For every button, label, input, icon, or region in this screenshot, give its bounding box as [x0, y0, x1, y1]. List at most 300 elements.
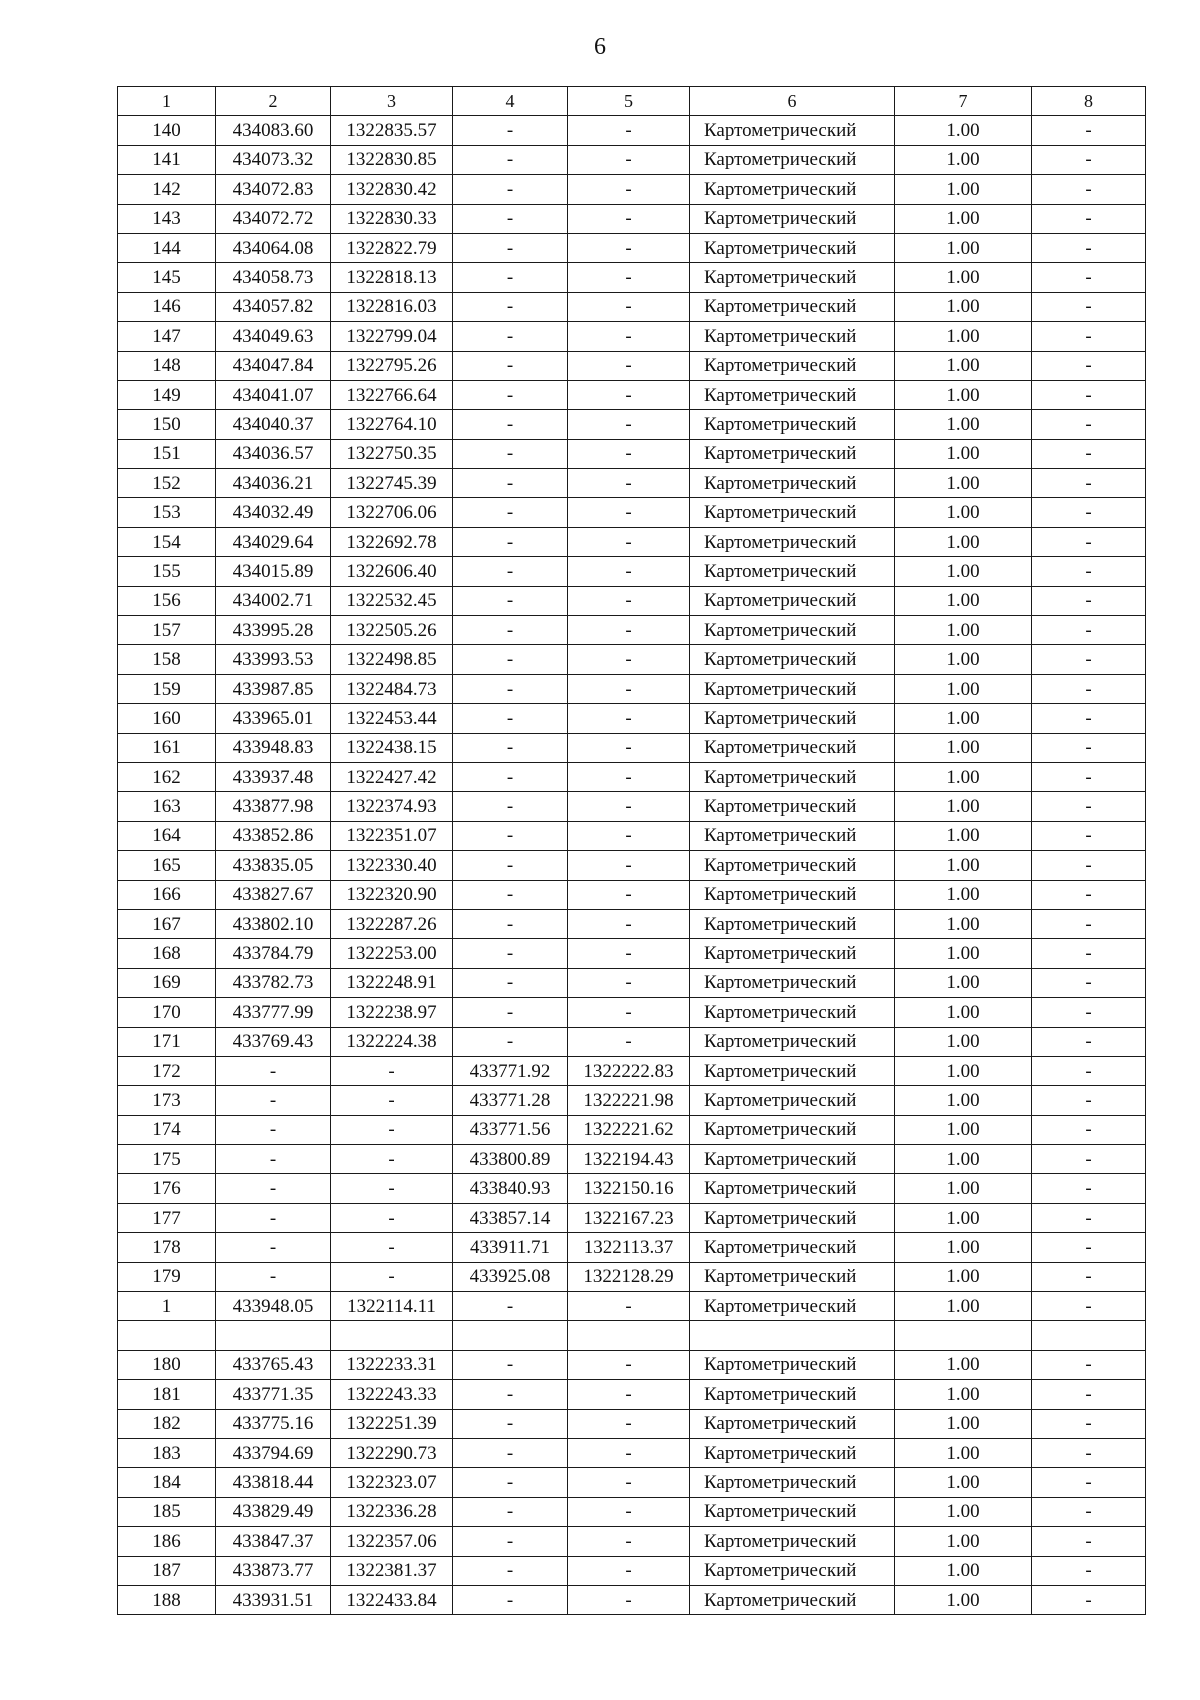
table-cell-col6: Картометрический	[690, 380, 895, 409]
table-cell-col5: -	[568, 116, 690, 145]
table-row	[118, 145, 1146, 174]
table-cell-col4: 433840.93	[453, 1174, 568, 1203]
table-cell-col2: 433835.05	[216, 851, 331, 880]
table-cell-col8: -	[1032, 1527, 1146, 1556]
table-cell-col2: 434072.72	[216, 204, 331, 233]
table-cell-col2: 433771.35	[216, 1380, 331, 1409]
table-cell-col2: 433852.86	[216, 821, 331, 850]
table-row	[118, 263, 1146, 292]
table-cell-col6: Картометрический	[690, 1585, 895, 1614]
table-cell-col2: 434036.57	[216, 439, 331, 468]
table-cell-col8: -	[1032, 292, 1146, 321]
table-row	[118, 292, 1146, 321]
table-cell-col6: Картометрический	[690, 1380, 895, 1409]
table-cell-col8: -	[1032, 439, 1146, 468]
table-row	[118, 380, 1146, 409]
table-cell-col8: -	[1032, 968, 1146, 997]
table-cell-col8: -	[1032, 1409, 1146, 1438]
table-cell-col1: 166	[118, 880, 216, 909]
column-header-8: 8	[1032, 87, 1146, 116]
coordinates-table	[117, 86, 1146, 1615]
table-cell-col3: 1322766.64	[331, 380, 453, 409]
table-cell-col8: -	[1032, 1497, 1146, 1526]
table-cell-col5: -	[568, 469, 690, 498]
table-cell-col3	[331, 1321, 453, 1350]
table-cell-col2: 433937.48	[216, 762, 331, 791]
table-cell-col8: -	[1032, 263, 1146, 292]
column-header-3: 3	[331, 87, 453, 116]
table-cell-col7: 1.00	[895, 322, 1032, 351]
table-cell-col3: 1322692.78	[331, 527, 453, 556]
table-cell-col1: 148	[118, 351, 216, 380]
table-cell-col5: -	[568, 762, 690, 791]
table-cell-col6: Картометрический	[690, 557, 895, 586]
table-cell-col1: 158	[118, 645, 216, 674]
table-cell-col1: 150	[118, 410, 216, 439]
table-cell-col1: 178	[118, 1233, 216, 1262]
table-row	[118, 1380, 1146, 1409]
table-cell-col6: Картометрический	[690, 1262, 895, 1291]
table-cell-col6: Картометрический	[690, 586, 895, 615]
table-row	[118, 968, 1146, 997]
table-cell-col4: -	[453, 351, 568, 380]
table-row	[118, 733, 1146, 762]
table-cell-col1: 179	[118, 1262, 216, 1291]
table-row	[118, 1585, 1146, 1614]
table-cell-col8: -	[1032, 204, 1146, 233]
table-cell-col3: 1322830.33	[331, 204, 453, 233]
table-cell-col2: -	[216, 1174, 331, 1203]
table-cell-col5: 1322128.29	[568, 1262, 690, 1291]
table-cell-col2: 433993.53	[216, 645, 331, 674]
table-cell-col5: -	[568, 704, 690, 733]
table-cell-col1: 142	[118, 175, 216, 204]
table-cell-col6: Картометрический	[690, 939, 895, 968]
table-cell-col2: 433847.37	[216, 1527, 331, 1556]
table-row	[118, 1233, 1146, 1262]
table-cell-col6: Картометрический	[690, 292, 895, 321]
table-cell-col8: -	[1032, 1350, 1146, 1379]
table-cell-col2: 434036.21	[216, 469, 331, 498]
table-cell-col4: -	[453, 821, 568, 850]
table-cell-col8: -	[1032, 880, 1146, 909]
table-cell-col4: -	[453, 469, 568, 498]
table-cell-col2: 433802.10	[216, 909, 331, 938]
table-cell-col8: -	[1032, 1027, 1146, 1056]
table-cell-col3: 1322764.10	[331, 410, 453, 439]
table-cell-col4: -	[453, 586, 568, 615]
table-cell-col6: Картометрический	[690, 645, 895, 674]
table-cell-col3: 1322233.31	[331, 1350, 453, 1379]
table-cell-col4: -	[453, 1585, 568, 1614]
table-cell-col2: 433775.16	[216, 1409, 331, 1438]
table-cell-col3: 1322251.39	[331, 1409, 453, 1438]
table-cell-col5: -	[568, 1556, 690, 1585]
table-cell-col6: Картометрический	[690, 351, 895, 380]
table-cell-col8: -	[1032, 233, 1146, 262]
table-cell-col5: -	[568, 939, 690, 968]
table-row	[118, 821, 1146, 850]
table-cell-col7: 1.00	[895, 674, 1032, 703]
table-cell-col7: 1.00	[895, 1409, 1032, 1438]
table-cell-col4: -	[453, 292, 568, 321]
table-cell-col2: 434083.60	[216, 116, 331, 145]
table-cell-col8: -	[1032, 909, 1146, 938]
table-cell-col7: 1.00	[895, 1468, 1032, 1497]
table-cell-col5: -	[568, 909, 690, 938]
table-cell-col1: 163	[118, 792, 216, 821]
table-cell-col7: 1.00	[895, 821, 1032, 850]
table-cell-col7: 1.00	[895, 351, 1032, 380]
table-cell-col3: 1322795.26	[331, 351, 453, 380]
table-cell-col3: 1322320.90	[331, 880, 453, 909]
table-cell-col5: -	[568, 616, 690, 645]
table-cell-col7: 1.00	[895, 1056, 1032, 1085]
table-cell-col4: -	[453, 851, 568, 880]
table-cell-col6: Картометрический	[690, 1409, 895, 1438]
table-cell-col4: -	[453, 557, 568, 586]
table-cell-col5: 1322113.37	[568, 1233, 690, 1262]
table-cell-col7: 1.00	[895, 1115, 1032, 1144]
table-cell-col8: -	[1032, 998, 1146, 1027]
table-cell-col7: 1.00	[895, 1203, 1032, 1232]
table-row	[118, 1086, 1146, 1115]
table-cell-col7: 1.00	[895, 1350, 1032, 1379]
table-cell-col8: -	[1032, 674, 1146, 703]
table-row	[118, 909, 1146, 938]
table-cell-col3: 1322799.04	[331, 322, 453, 351]
table-cell-col6: Картометрический	[690, 204, 895, 233]
table-cell-col6: Картометрический	[690, 792, 895, 821]
table-cell-col7: 1.00	[895, 557, 1032, 586]
table-cell-col3: 1322351.07	[331, 821, 453, 850]
table-row	[118, 1174, 1146, 1203]
table-cell-col6: Картометрический	[690, 498, 895, 527]
column-header-2: 2	[216, 87, 331, 116]
table-cell-col2: 434040.37	[216, 410, 331, 439]
table-cell-col4: -	[453, 410, 568, 439]
table-cell-col1: 146	[118, 292, 216, 321]
table-cell-col4: -	[453, 1380, 568, 1409]
table-cell-col4: -	[453, 204, 568, 233]
table-cell-col2: -	[216, 1145, 331, 1174]
table-cell-col1: 141	[118, 145, 216, 174]
table-cell-col4: -	[453, 527, 568, 556]
table-cell-col8: -	[1032, 1585, 1146, 1614]
column-header-6: 6	[690, 87, 895, 116]
table-cell-col5: -	[568, 1027, 690, 1056]
table-cell-col6: Картометрический	[690, 733, 895, 762]
table-row	[118, 998, 1146, 1027]
table-cell-col6: Картометрический	[690, 1233, 895, 1262]
table-cell-col5: 1322222.83	[568, 1056, 690, 1085]
table-row	[118, 204, 1146, 233]
table-cell-col1: 182	[118, 1409, 216, 1438]
table-cell-col2: 433769.43	[216, 1027, 331, 1056]
table-cell-col6: Картометрический	[690, 1203, 895, 1232]
table-cell-col4: -	[453, 674, 568, 703]
table-cell-col4: -	[453, 439, 568, 468]
table-cell-col4: -	[453, 498, 568, 527]
table-cell-col4: 433911.71	[453, 1233, 568, 1262]
table-cell-col1: 145	[118, 263, 216, 292]
table-cell-col6: Картометрический	[690, 439, 895, 468]
table-cell-col2: -	[216, 1115, 331, 1144]
table-cell-col8: -	[1032, 1438, 1146, 1467]
table-cell-col5: -	[568, 1292, 690, 1321]
table-cell-col6: Картометрический	[690, 674, 895, 703]
table-cell-col1: 176	[118, 1174, 216, 1203]
table-row	[118, 1438, 1146, 1467]
table-cell-col3: 1322374.93	[331, 792, 453, 821]
table-cell-col8: -	[1032, 1468, 1146, 1497]
table-cell-col7: 1.00	[895, 586, 1032, 615]
table-cell-col3: 1322835.57	[331, 116, 453, 145]
table-cell-col2: 433829.49	[216, 1497, 331, 1526]
table-cell-col3: 1322505.26	[331, 616, 453, 645]
table-cell-col8: -	[1032, 1380, 1146, 1409]
table-row	[118, 1056, 1146, 1085]
table-cell-col5: -	[568, 586, 690, 615]
table-cell-col4: 433925.08	[453, 1262, 568, 1291]
table-cell-col3: 1322706.06	[331, 498, 453, 527]
table-row	[118, 439, 1146, 468]
table-cell-col6: Картометрический	[690, 704, 895, 733]
table-cell-col6: Картометрический	[690, 1350, 895, 1379]
table-cell-col8: -	[1032, 939, 1146, 968]
table-cell-col4: -	[453, 968, 568, 997]
table-cell-col6: Картометрический	[690, 527, 895, 556]
column-header-5: 5	[568, 87, 690, 116]
table-cell-col5: -	[568, 263, 690, 292]
table-cell-col1: 174	[118, 1115, 216, 1144]
table-cell-col5: -	[568, 645, 690, 674]
table-cell-col8: -	[1032, 1292, 1146, 1321]
table-cell-col5: -	[568, 998, 690, 1027]
table-cell-col7: 1.00	[895, 1174, 1032, 1203]
table-cell-col5: -	[568, 175, 690, 204]
table-cell-col5: -	[568, 880, 690, 909]
table-cell-col2: 433948.05	[216, 1292, 331, 1321]
table-cell-col3: 1322323.07	[331, 1468, 453, 1497]
table-cell-col3: -	[331, 1262, 453, 1291]
table-cell-col7: 1.00	[895, 439, 1032, 468]
table-cell-col2: -	[216, 1262, 331, 1291]
table-cell-col7: 1.00	[895, 1233, 1032, 1262]
table-cell-col3: 1322243.33	[331, 1380, 453, 1409]
table-cell-col4: 433857.14	[453, 1203, 568, 1232]
table-cell-col2: 433995.28	[216, 616, 331, 645]
table-cell-col2: 433827.67	[216, 880, 331, 909]
table-cell-col8: -	[1032, 175, 1146, 204]
table-cell-col2	[216, 1321, 331, 1350]
table-cell-col8: -	[1032, 469, 1146, 498]
table-cell-col6: Картометрический	[690, 1292, 895, 1321]
table-cell-col3: 1322745.39	[331, 469, 453, 498]
table-row	[118, 792, 1146, 821]
table-cell-col7: 1.00	[895, 1497, 1032, 1526]
table-row	[118, 704, 1146, 733]
table-cell-col2: 433965.01	[216, 704, 331, 733]
table-cell-col6: Картометрический	[690, 1468, 895, 1497]
table-cell-col8: -	[1032, 116, 1146, 145]
table-cell-col1: 169	[118, 968, 216, 997]
table-cell-col2: 434049.63	[216, 322, 331, 351]
table-cell-col8: -	[1032, 145, 1146, 174]
table-cell-col5: -	[568, 1350, 690, 1379]
table-cell-col1: 175	[118, 1145, 216, 1174]
table-header	[118, 87, 1146, 116]
table-cell-col7: 1.00	[895, 1027, 1032, 1056]
table-cell-col3: 1322248.91	[331, 968, 453, 997]
table-cell-col8: -	[1032, 527, 1146, 556]
table-cell-col4: -	[453, 1497, 568, 1526]
table-cell-col4: -	[453, 733, 568, 762]
table-cell-col2: 434072.83	[216, 175, 331, 204]
table-cell-col1: 165	[118, 851, 216, 880]
table-cell-col5: -	[568, 792, 690, 821]
table-cell-col8: -	[1032, 792, 1146, 821]
table-cell-col7: 1.00	[895, 292, 1032, 321]
table-cell-col2: 433931.51	[216, 1585, 331, 1614]
table-cell-col1: 173	[118, 1086, 216, 1115]
table-row	[118, 1350, 1146, 1379]
table-cell-col8: -	[1032, 1056, 1146, 1085]
table-row	[118, 557, 1146, 586]
table-cell-col7: 1.00	[895, 175, 1032, 204]
table-cell-col2: -	[216, 1233, 331, 1262]
table-cell-col8: -	[1032, 410, 1146, 439]
table-cell-col6: Картометрический	[690, 1145, 895, 1174]
table-cell-col7: 1.00	[895, 498, 1032, 527]
table-cell-col3: -	[331, 1056, 453, 1085]
table-cell-col7: 1.00	[895, 1438, 1032, 1467]
table-cell-col2: 433948.83	[216, 733, 331, 762]
table-cell-col7: 1.00	[895, 380, 1032, 409]
table-cell-col3: -	[331, 1145, 453, 1174]
table-cell-col1: 172	[118, 1056, 216, 1085]
table-cell-col3: 1322484.73	[331, 674, 453, 703]
table-cell-col1: 147	[118, 322, 216, 351]
table-cell-col3: -	[331, 1086, 453, 1115]
table-cell-col5: -	[568, 674, 690, 703]
table-cell-col4: 433771.28	[453, 1086, 568, 1115]
table-row	[118, 674, 1146, 703]
table-cell-col7: 1.00	[895, 1556, 1032, 1585]
table-cell-col1: 183	[118, 1438, 216, 1467]
table-cell-col7: 1.00	[895, 204, 1032, 233]
table-cell-col3: 1322357.06	[331, 1527, 453, 1556]
table-cell-col1: 144	[118, 233, 216, 262]
page-number: 6	[594, 34, 606, 60]
table-cell-col1: 171	[118, 1027, 216, 1056]
table-cell-col5: -	[568, 968, 690, 997]
table-cell-col6: Картометрический	[690, 851, 895, 880]
table-row	[118, 1262, 1146, 1291]
table-cell-col4: 433800.89	[453, 1145, 568, 1174]
table-cell-col6: Картометрический	[690, 1115, 895, 1144]
table-row	[118, 498, 1146, 527]
table-cell-col6: Картометрический	[690, 1556, 895, 1585]
table-cell-col4: -	[453, 116, 568, 145]
table-cell-col2: 434058.73	[216, 263, 331, 292]
table-cell-col7: 1.00	[895, 1262, 1032, 1291]
table-cell-col1: 170	[118, 998, 216, 1027]
table-cell-col4: -	[453, 645, 568, 674]
table-cell-col2: 433777.99	[216, 998, 331, 1027]
table-cell-col4: -	[453, 1438, 568, 1467]
table-cell-col5: 1322150.16	[568, 1174, 690, 1203]
table-cell-col7: 1.00	[895, 762, 1032, 791]
table-cell-col5	[568, 1321, 690, 1350]
table-cell-col1: 185	[118, 1497, 216, 1526]
table-cell-col3: 1322224.38	[331, 1027, 453, 1056]
table-cell-col5: -	[568, 380, 690, 409]
table-cell-col8: -	[1032, 1233, 1146, 1262]
table-cell-col4: -	[453, 1350, 568, 1379]
table-cell-col5: -	[568, 1380, 690, 1409]
table-cell-col6: Картометрический	[690, 1027, 895, 1056]
table-cell-col6: Картометрический	[690, 1527, 895, 1556]
table-cell-col3: 1322498.85	[331, 645, 453, 674]
table-row	[118, 410, 1146, 439]
table-cell-col8: -	[1032, 1203, 1146, 1232]
table-cell-col8: -	[1032, 733, 1146, 762]
table-cell-col4: -	[453, 616, 568, 645]
table-row	[118, 939, 1146, 968]
table-cell-col2: 434047.84	[216, 351, 331, 380]
table-row	[118, 1556, 1146, 1585]
table-cell-col4: -	[453, 1409, 568, 1438]
table-cell-col4	[453, 1321, 568, 1350]
table-cell-col3: 1322606.40	[331, 557, 453, 586]
table-cell-col2: 434002.71	[216, 586, 331, 615]
table-row	[118, 527, 1146, 556]
table-cell-col7: 1.00	[895, 145, 1032, 174]
table-cell-col6: Картометрический	[690, 616, 895, 645]
table-cell-col8: -	[1032, 498, 1146, 527]
table-row	[118, 1145, 1146, 1174]
table-cell-col1: 160	[118, 704, 216, 733]
table-cell-col2: 434029.64	[216, 527, 331, 556]
table-cell-col7: 1.00	[895, 998, 1032, 1027]
table-cell-col1: 184	[118, 1468, 216, 1497]
table-row	[118, 880, 1146, 909]
table-cell-col1: 154	[118, 527, 216, 556]
table-cell-col2: 434073.32	[216, 145, 331, 174]
table-cell-col6	[690, 1321, 895, 1350]
table-cell-col3: 1322438.15	[331, 733, 453, 762]
table-cell-col7: 1.00	[895, 792, 1032, 821]
table-cell-col3: 1322238.97	[331, 998, 453, 1027]
table-cell-col6: Картометрический	[690, 116, 895, 145]
table-row	[118, 351, 1146, 380]
table-cell-col7: 1.00	[895, 1380, 1032, 1409]
table-cell-col4: -	[453, 998, 568, 1027]
table-cell-col1: 168	[118, 939, 216, 968]
table-cell-col1: 1	[118, 1292, 216, 1321]
column-header-4: 4	[453, 87, 568, 116]
table-cell-col2: 433794.69	[216, 1438, 331, 1467]
table-cell-col7: 1.00	[895, 939, 1032, 968]
table-cell-col3: 1322830.85	[331, 145, 453, 174]
table-cell-col2: 434041.07	[216, 380, 331, 409]
table-row	[118, 116, 1146, 145]
table-cell-col2: 433765.43	[216, 1350, 331, 1379]
table-cell-col8: -	[1032, 704, 1146, 733]
table-cell-col2: -	[216, 1086, 331, 1115]
table-cell-col2: 434064.08	[216, 233, 331, 262]
